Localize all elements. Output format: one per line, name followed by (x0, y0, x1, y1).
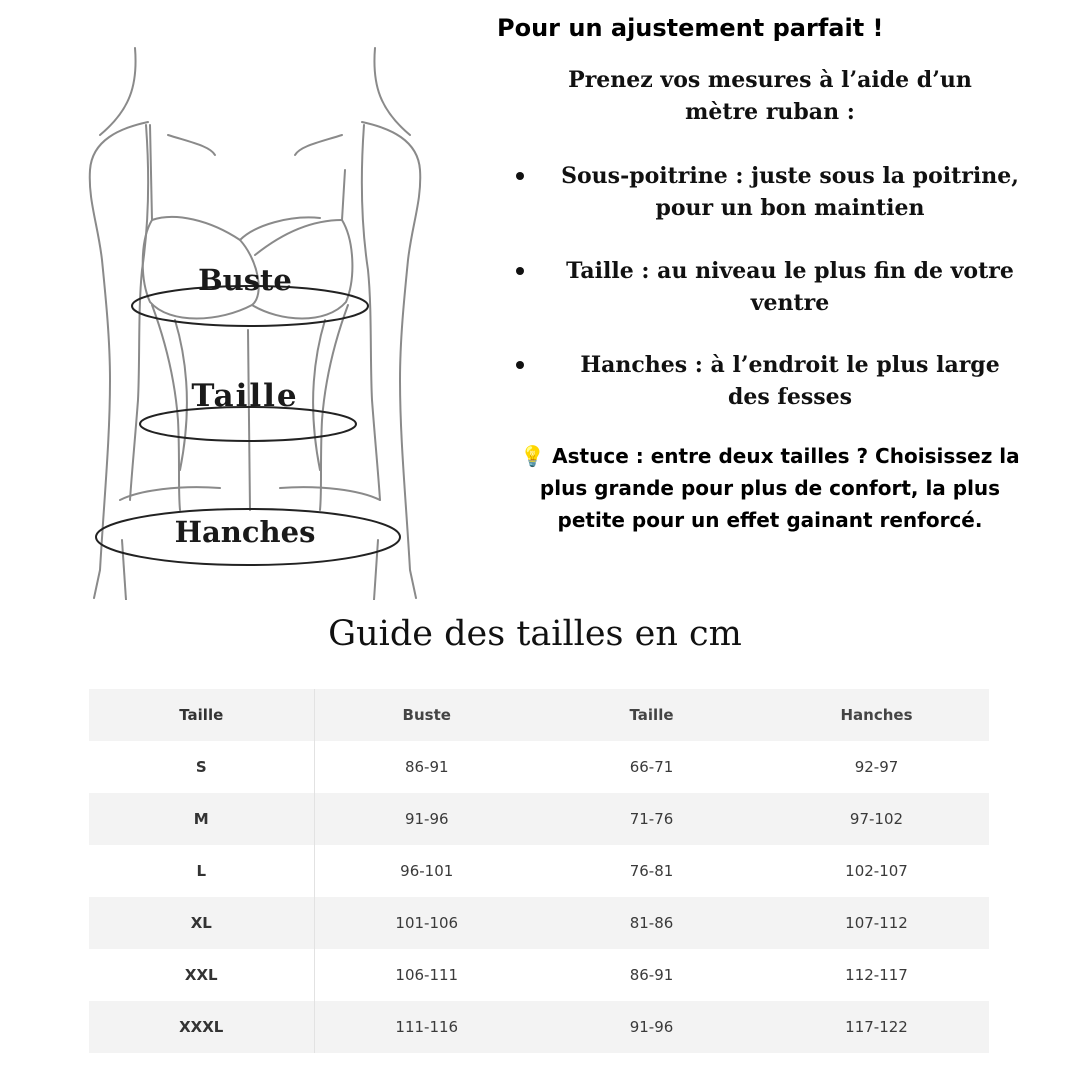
cell-bust: 96-101 (400, 862, 454, 880)
bullet-dot (516, 267, 524, 275)
cell-bust: 101-106 (314, 897, 539, 949)
cell-hips: 102-107 (845, 862, 908, 880)
cell-hips: 107-112 (764, 897, 989, 949)
intro-text: Prenez vos mesures à l’aide d’un mètre ruban : (568, 67, 972, 125)
header-hips: Hanches (764, 689, 989, 741)
cell-size: S (89, 741, 314, 793)
cell-hips: 117-122 (764, 1001, 989, 1053)
cell-hips: 92-97 (854, 758, 899, 776)
bullet-item-underbust (510, 160, 1020, 224)
size-table (89, 689, 989, 1053)
body-measurement-figure (80, 40, 430, 600)
table-row (89, 793, 989, 845)
waist-label: Taille (191, 378, 299, 414)
table-header-row (89, 689, 989, 741)
header-bust: Buste (314, 689, 539, 741)
hips-label: Hanches (174, 515, 316, 549)
bullet-item-waist (510, 255, 1020, 319)
cell-bust: 91-96 (314, 793, 539, 845)
bullet-dot (516, 361, 524, 369)
table-row (89, 845, 989, 897)
header-waist: Taille (539, 689, 764, 741)
cell-waist: 81-86 (539, 897, 764, 949)
cell-waist: 66-71 (629, 758, 674, 776)
cell-size: M (89, 793, 314, 845)
cell-size: XL (89, 897, 314, 949)
table-title: Guide des tailles en cm (328, 614, 742, 654)
cell-bust: 111-116 (314, 1001, 539, 1053)
cell-waist: 86-91 (629, 966, 674, 984)
cell-bust: 106-111 (395, 966, 459, 984)
cell-waist: 76-81 (629, 862, 674, 880)
table-row (89, 897, 989, 949)
cell-waist: 91-96 (539, 1001, 764, 1053)
cell-hips: 97-102 (764, 793, 989, 845)
tip-text: 💡 Astuce : entre deux tailles ? Choisissez la plus grande pour plus de confort, la plus petite pour un effet gainant renforcé. (520, 444, 1020, 532)
cell-waist: 71-76 (539, 793, 764, 845)
table-row (89, 1001, 989, 1053)
cell-hips: 112-117 (845, 966, 908, 984)
bullet-text: Sous-poitrine : juste sous la poitrine, pour un bon maintien (561, 163, 1019, 221)
cell-size: L (89, 845, 314, 897)
cell-size: XXXL (89, 1001, 314, 1053)
cell-bust: 86-91 (404, 758, 449, 776)
bullet-text: Hanches : à l’endroit le plus large des fesses (580, 352, 1000, 410)
header-size: Taille (89, 689, 314, 741)
table-row (89, 741, 989, 793)
cell-size: XXL (89, 949, 314, 1001)
bust-label: Buste (198, 263, 292, 297)
bullet-dot (516, 172, 524, 180)
headline: Pour un ajustement parfait ! (497, 14, 884, 42)
bullet-item-hips (510, 349, 1020, 413)
table-row (89, 949, 989, 1001)
bullet-text: Taille : au niveau le plus fin de votre ventre (566, 258, 1014, 316)
